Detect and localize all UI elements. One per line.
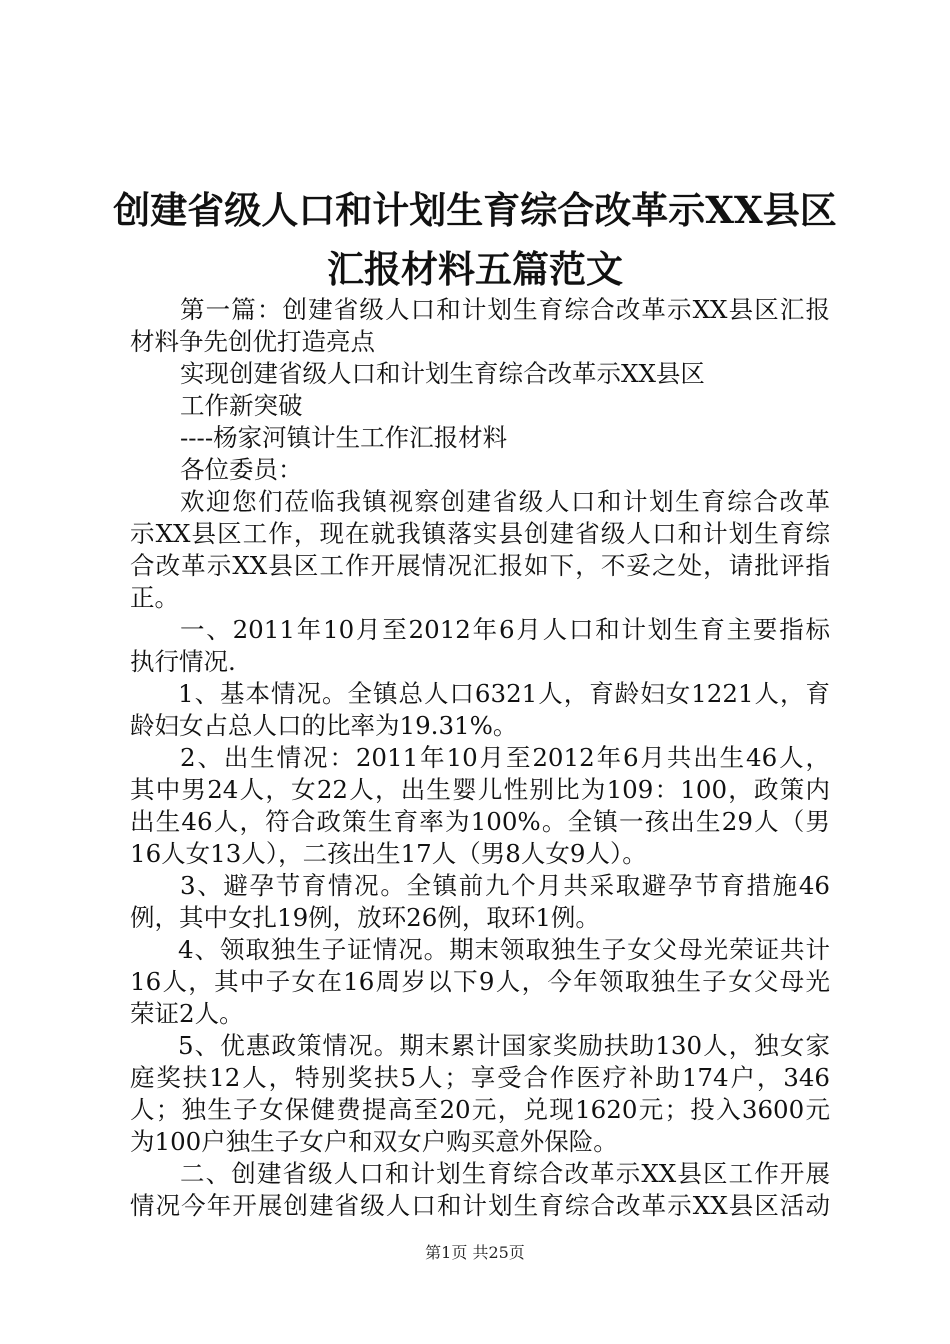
paragraph-line: 实现创建省级人口和计划生育综合改革示XX县区	[180, 359, 705, 388]
paragraph-line: 荣证2人。	[130, 999, 244, 1028]
paragraph-line: ----杨家河镇计生工作汇报材料	[180, 423, 508, 452]
paragraph-line: 人；独生子女保健费提高至20元，兑现1620元；投入3600元	[130, 1095, 830, 1124]
paragraph-line: 第一篇：创建省级人口和计划生育综合改革示XX县区汇报	[180, 295, 830, 324]
paragraph-line: 出生46人，符合政策生育率为100%。全镇一孩出生29人（男	[130, 807, 830, 836]
paragraph-line: 3、避孕节育情况。全镇前九个月共采取避孕节育措施46	[180, 871, 830, 900]
paragraph-line: 二、创建省级人口和计划生育综合改革示XX县区工作开展	[180, 1159, 830, 1188]
paragraph-line: 2、出生情况：2011年10月至2012年6月共出生46人，	[180, 743, 830, 772]
paragraph-line: 16人女13人），二孩出生17人（男8人女9人）。	[130, 839, 647, 868]
paragraph-line: 欢迎您们莅临我镇视察创建省级人口和计划生育综合改革	[180, 487, 830, 516]
paragraph-line: 4、领取独生子证情况。期末领取独生子女父母光荣证共计	[178, 935, 830, 964]
paragraph-line: 庭奖扶12人，特别奖扶5人；享受合作医疗补助174户，346	[130, 1063, 830, 1092]
paragraph-line: 材料争先创优打造亮点	[130, 327, 375, 356]
document-body	[130, 294, 830, 1222]
paragraph-line: 情况今年开展创建省级人口和计划生育综合改革示XX县区活动	[130, 1191, 830, 1220]
paragraph-line: 执行情况.	[130, 647, 236, 676]
paragraph-line: 例，其中女扎19例，放环26例，取环1例。	[130, 903, 600, 932]
paragraph-line: 一、2011年10月至2012年6月人口和计划生育主要指标	[180, 615, 830, 644]
paragraph-line: 16人，其中子女在16周岁以下9人，今年领取独生子女父母光	[130, 967, 830, 996]
page-footer: 第1页 共25页	[425, 1243, 525, 1262]
document-title-line-2: 汇报材料五篇范文	[327, 247, 623, 291]
paragraph-line: 龄妇女占总人口的比率为19.31%。	[130, 711, 518, 740]
paragraph-line: 示XX县区工作，现在就我镇落实县创建省级人口和计划生育综	[130, 519, 830, 548]
paragraph-line: 各位委员：	[180, 455, 303, 484]
paragraph-line: 其中男24人，女22人，出生婴儿性别比为109：100，政策内	[130, 775, 830, 804]
paragraph-line: 为100户独生子女户和双女户购买意外保险。	[130, 1127, 618, 1156]
paragraph-line: 正。	[130, 583, 179, 612]
paragraph-line: 工作新突破	[180, 391, 303, 420]
document-title-line-1: 创建省级人口和计划生育综合改革示XX县区	[113, 188, 837, 232]
paragraph-line: 合改革示XX县区工作开展情况汇报如下，不妥之处，请批评指	[130, 551, 830, 580]
paragraph-line: 1、基本情况。全镇总人口6321人，育龄妇女1221人，育	[178, 679, 830, 708]
paragraph-line: 5、优惠政策情况。期末累计国家奖励扶助130人，独女家	[178, 1031, 830, 1060]
